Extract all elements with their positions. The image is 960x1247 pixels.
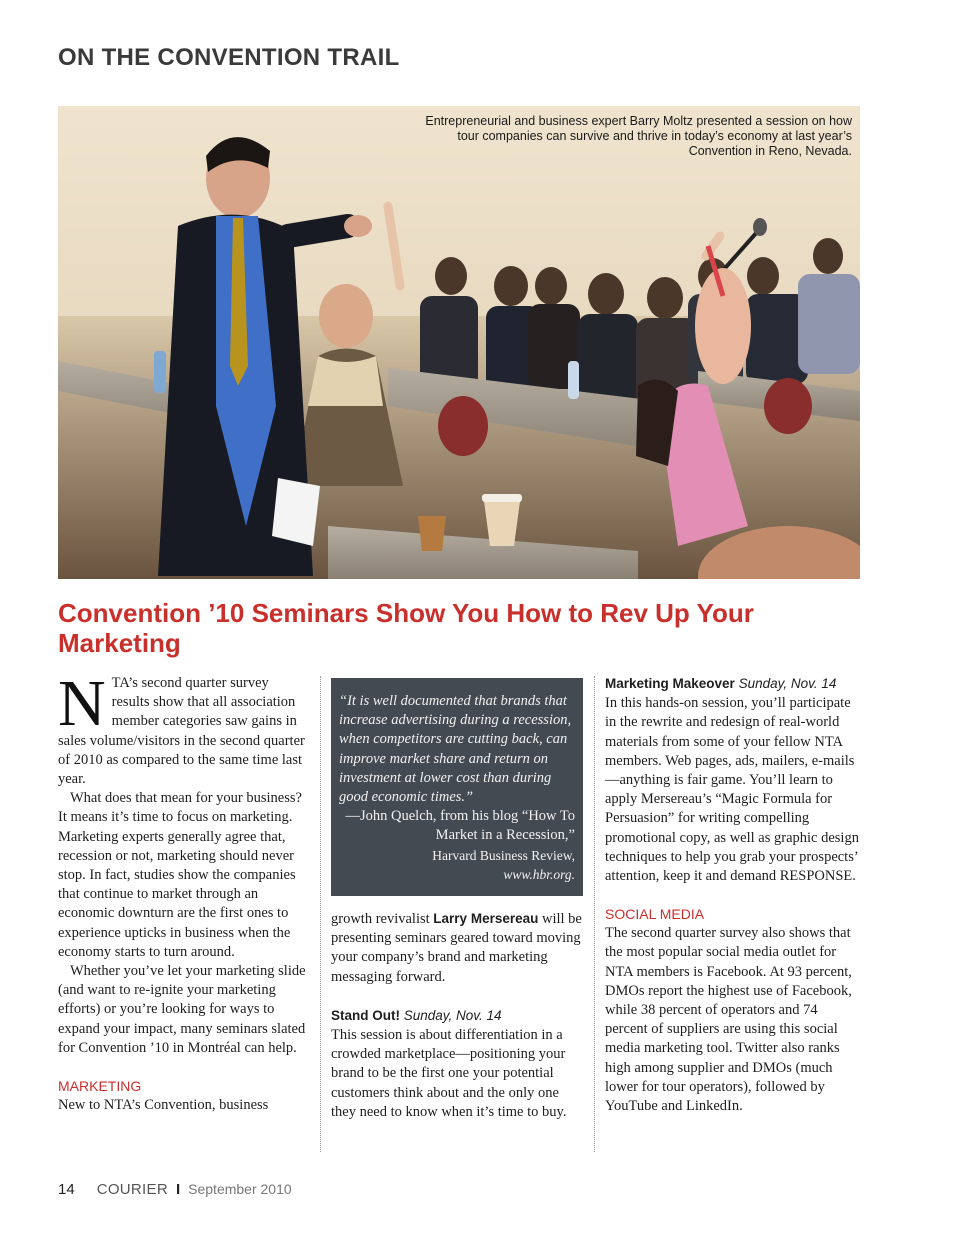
pull-quote-attribution: —John Quelch, from his blog “How To Market in a Recession,”: [345, 808, 575, 844]
body-paragraph: What does that mean for your business? It means it’s time to focus on marketing. Marketing experts generally agree that, recession or not, marketing should never stop. In fact, studies show the companies that continue to market through an economic downturn are the first ones to experience upticks in business when the economy starts to turn around.: [58, 790, 302, 960]
drop-cap: N: [58, 667, 106, 740]
body-paragraph: New to NTA’s Convention, business: [58, 1097, 269, 1114]
column-divider: [594, 676, 595, 1152]
speaker-name: Larry Mersereau: [433, 911, 539, 927]
body-paragraph: The second quarter survey also shows that the most popular social media outlet for NTA members is Facebook. At 93 percent, DMOs report the highest use of Facebook, while 38 percent of operators and 74 percent of suppliers are using this social media marketing tool. Twitter also ranks high among supplier and DMOs (much lower for tour operators), followed by YouTube and LinkedIn.: [605, 925, 852, 1115]
issue-date: September 2010: [188, 1181, 292, 1197]
page-footer: [58, 1181, 292, 1198]
session-heading-marketing-makeover: Marketing Makeover Sunday, Nov. 14: [605, 676, 837, 691]
pull-quote-url: www.hbr.org.: [503, 866, 575, 882]
article-column-1: [58, 667, 310, 1115]
subhead-marketing: MARKETING: [58, 1078, 142, 1095]
body-paragraph: growth revivalist Larry Mersereau will be presenting seminars geared toward moving your company’s brand and marketing messaging forward.: [331, 911, 582, 985]
section-header: ON THE CONVENTION TRAIL: [58, 44, 400, 71]
article-headline: Convention ’10 Seminars Show You How to Rev Up Your Marketing: [58, 598, 754, 658]
footer-separator: I: [175, 1181, 181, 1198]
column-divider: [320, 676, 321, 1152]
seminar-photo-illustration: [58, 106, 860, 579]
pull-quote-text: “It is well documented that brands that increase advertising during a recession, when competitors are cutting back, can improve market share and return on investment at lower cost than during good economic times.”: [339, 693, 572, 806]
body-paragraph: This session is about differentiation in a crowded marketplace—positioning your brand to be the first one your potential customers think about and the only one they need to know when it’s time to buy.: [331, 1027, 567, 1120]
pull-quote: [331, 678, 583, 896]
publication-name: COURIER: [96, 1181, 168, 1198]
body-paragraph: Whether you’ve let your marketing slide (and want to re-ignite your marketing efforts) or you’re looking for ways to expand your impact, many seminars slated for Convention ’10 in Montréal can help.: [58, 963, 306, 1056]
article-column-2: [331, 674, 583, 1122]
pull-quote-source: Harvard Business Review,: [432, 847, 575, 863]
session-heading-stand-out: Stand Out! Sunday, Nov. 14: [331, 1007, 502, 1023]
intro-paragraph: NTA’s second quarter survey results show that all association member categories saw gains in sales volume/visitors in the second quarter of 2010 as compared to the same time last year.: [58, 667, 305, 788]
photo-caption: Entrepreneurial and business expert Barry Moltz presented a session on how tour companies can survive and thrive in today’s economy at last year’s Convention in Reno, Nevada.: [425, 114, 852, 158]
subhead-social-media: SOCIAL MEDIA: [605, 906, 705, 923]
body-paragraph: In this hands-on session, you’ll participate in the rewrite and redesign of real-world materials from some of your fellow NTA members. Web pages, ads, mailers, e-mails—anything is fair game. You’ll learn to apply Mersereau’s “Magic Formula for Persuasion” for writing compelling promotional copy, as well as graphic design techniques to help you grab your prospects’ attention, keep it and demand RESPONSE.: [605, 695, 859, 885]
article-column-3: [605, 674, 860, 1116]
seminar-photo: [58, 106, 860, 579]
page-number: 14: [58, 1181, 75, 1198]
